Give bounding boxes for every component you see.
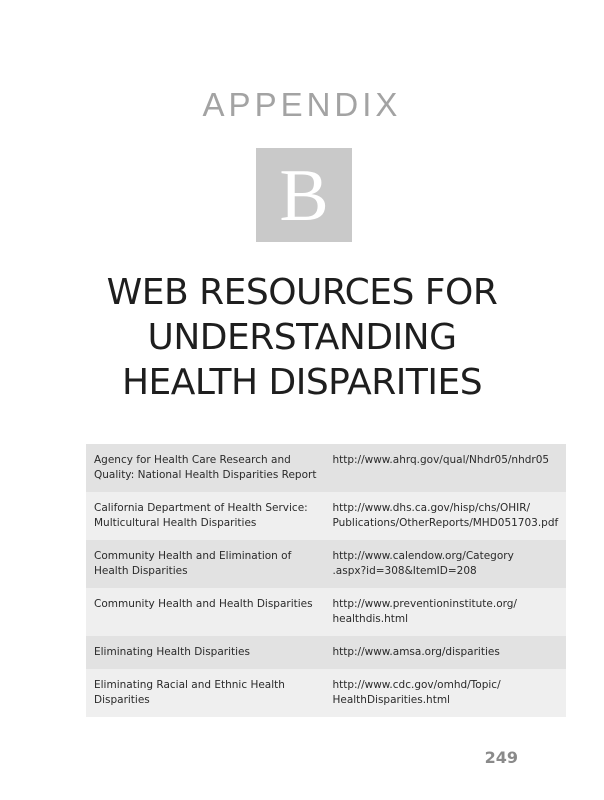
resource-name-line: Eliminating Racial and Ethnic Health bbox=[94, 679, 285, 691]
resource-url-line: http://www.dhs.ca.gov/hisp/chs/OHIR/ bbox=[332, 502, 531, 514]
resource-name-line: Eliminating Health Disparities bbox=[94, 646, 250, 658]
table-row bbox=[86, 540, 566, 588]
resource-name-cell bbox=[86, 636, 324, 669]
resource-name-line: Multicultural Health Disparities bbox=[94, 517, 257, 529]
chapter-title-line: UNDERSTANDING bbox=[147, 317, 457, 358]
table-row bbox=[86, 588, 566, 636]
resource-name-cell bbox=[86, 588, 324, 636]
resource-url-cell bbox=[324, 540, 566, 588]
resource-url-cell bbox=[324, 492, 566, 540]
resource-url-line: .aspx?id=308&ItemID=208 bbox=[332, 565, 477, 577]
resource-name-line: Community Health and Elimination of bbox=[94, 550, 292, 562]
appendix-label: APPENDIX bbox=[202, 86, 402, 123]
resource-name-line: Quality: National Health Disparities Report bbox=[94, 469, 317, 481]
resource-name-cell bbox=[86, 444, 324, 492]
chapter-title-line: HEALTH DISPARITIES bbox=[121, 362, 483, 403]
table-row bbox=[86, 444, 566, 492]
resource-name-cell bbox=[86, 540, 324, 588]
resource-url-line: http://www.cdc.gov/omhd/Topic/ bbox=[332, 679, 501, 691]
resource-url-line: Publications/OtherReports/MHD051703.pdf bbox=[332, 517, 559, 529]
resource-url-line: http://www.ahrq.gov/qual/Nhdr05/nhdr05 bbox=[332, 454, 550, 466]
resource-url-line: http://www.calendow.org/Category bbox=[332, 550, 514, 562]
table-row bbox=[86, 636, 566, 669]
resource-name-line: Health Disparities bbox=[94, 565, 188, 577]
resource-name-line: Disparities bbox=[94, 694, 150, 706]
resource-url-line: healthdis.html bbox=[332, 613, 409, 625]
resource-url-line: HealthDisparities.html bbox=[332, 694, 450, 706]
resource-name-line: California Department of Health Service: bbox=[94, 502, 308, 514]
resource-url-cell bbox=[324, 444, 566, 492]
resource-name-cell bbox=[86, 669, 324, 717]
resource-name-line: Agency for Health Care Research and bbox=[94, 454, 291, 466]
resource-url-cell bbox=[324, 588, 566, 636]
resource-name-cell bbox=[86, 492, 324, 540]
appendix-letter-box bbox=[256, 148, 352, 242]
table-row bbox=[86, 492, 566, 540]
table-row bbox=[86, 669, 566, 717]
resource-name-line: Community Health and Health Disparities bbox=[94, 598, 313, 610]
chapter-title bbox=[0, 270, 604, 405]
resource-url-cell bbox=[324, 636, 566, 669]
appendix-letter: B bbox=[279, 155, 329, 237]
web-resources-table bbox=[86, 444, 566, 717]
resource-url-cell bbox=[324, 669, 566, 717]
resource-url-line: http://www.preventioninstitute.org/ bbox=[332, 598, 517, 610]
resource-url-line: http://www.amsa.org/disparities bbox=[332, 646, 500, 658]
page-number: 249 bbox=[484, 748, 518, 767]
chapter-title-line: WEB RESOURCES FOR bbox=[106, 272, 498, 313]
